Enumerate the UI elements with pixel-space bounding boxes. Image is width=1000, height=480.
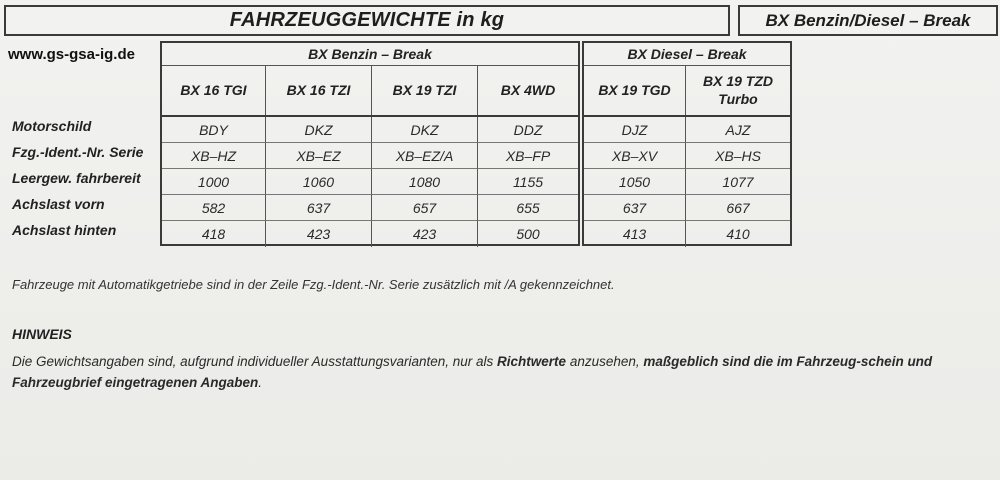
hinweis-text: Die Gewichtsangaben sind, aufgrund individueller Ausstattungsvarianten, nur als xyxy=(12,354,498,369)
table-cell: 637 xyxy=(266,195,372,221)
col-head-label: BX 4WD xyxy=(500,82,556,98)
table-cell: DDZ xyxy=(478,117,578,143)
table-cell: 500 xyxy=(516,226,540,242)
table-cell: 1060 xyxy=(266,169,372,195)
table-cell: XB–FP xyxy=(478,143,578,169)
hinweis-heading: HINWEIS xyxy=(12,326,72,342)
table-cell: XB–EZ xyxy=(266,143,372,169)
col-head-bx16tzi xyxy=(266,65,372,115)
title-box xyxy=(4,5,730,36)
col-head-label: BX 19 TZD xyxy=(702,73,773,89)
table-cell: 637 xyxy=(584,195,686,221)
table-cell: 1155 xyxy=(478,169,578,195)
row-label-motorschild: Motorschild xyxy=(12,118,92,134)
table-cell: 655 xyxy=(478,195,578,221)
row-label-leergewicht: Leergew. fahrbereit xyxy=(12,170,141,186)
col-head-label: BX 19 TGD xyxy=(598,82,671,98)
col-head-label: BX 16 TZI xyxy=(286,82,351,98)
table-cell: XB–XV xyxy=(584,143,686,169)
table-cell: AJZ xyxy=(686,117,790,143)
automatic-transmission-note: Fahrzeuge mit Automatikgetriebe sind in der Zeile Fzg.-Ident.-Nr. Serie zusätzlich mit /A gekennzeichnet. xyxy=(12,277,615,292)
table-cell: 1080 xyxy=(372,169,478,195)
table-cell: DJZ xyxy=(584,117,686,143)
row-label-achslast-vorn: Achslast vorn xyxy=(12,196,105,212)
table-cell: 423 xyxy=(372,221,478,247)
table-cell: DKZ xyxy=(372,117,478,143)
col-head-label: BX 16 TGI xyxy=(180,82,247,98)
table-cell: 1000 xyxy=(162,169,266,195)
table-cell: 1050 xyxy=(584,169,686,195)
table-cell: XB–EZ/A xyxy=(372,143,478,169)
col-head-bx19tzd-turbo xyxy=(686,65,790,115)
table-cell: 423 xyxy=(266,221,372,247)
benzin-table xyxy=(160,41,580,246)
table-cell: 410 xyxy=(726,226,750,242)
diesel-group-title: BX Diesel – Break xyxy=(584,43,790,66)
row-label-ident-nr: Fzg.-Ident.-Nr. Serie xyxy=(12,144,144,160)
model-title: BX Benzin/Diesel – Break xyxy=(765,10,971,30)
table-cell: BDY xyxy=(162,117,266,143)
model-title-box xyxy=(738,5,998,36)
table-cell: 667 xyxy=(686,195,790,221)
table-cell: 413 xyxy=(584,221,686,247)
hinweis-text: anzusehen, xyxy=(566,354,644,369)
page-title: FAHRZEUGGEWICHTE in kg xyxy=(229,9,505,31)
table-cell: DKZ xyxy=(266,117,372,143)
table-cell: 657 xyxy=(372,195,478,221)
col-head-label: BX 19 TZI xyxy=(392,82,457,98)
col-head-bx16tgi xyxy=(162,65,266,115)
table-cell: XB–HS xyxy=(686,143,790,169)
col-head-label-line2: Turbo xyxy=(718,91,758,107)
table-cell: XB–HZ xyxy=(162,143,266,169)
table-cell: 1077 xyxy=(686,169,790,195)
col-head-bx19tzi xyxy=(372,65,478,115)
hinweis-bold-massgeblich: maßgeblich sind die im Fahrzeug-schein und Fahrzeugbrief eingetragenen Angaben xyxy=(12,354,933,390)
website-watermark: www.gs-gsa-ig.de xyxy=(8,46,135,63)
hinweis-bold-richtwerte: Richtwerte xyxy=(497,354,567,369)
table-cell: 418 xyxy=(162,221,266,247)
hinweis-paragraph xyxy=(12,351,997,393)
row-label-achslast-hinten: Achslast hinten xyxy=(12,222,117,238)
col-head-bx4wd xyxy=(478,65,578,115)
col-head-bx19tgd xyxy=(584,65,686,115)
table-cell: 582 xyxy=(162,195,266,221)
hinweis-text: . xyxy=(258,375,263,390)
benzin-group-title: BX Benzin – Break xyxy=(162,43,578,66)
diesel-table xyxy=(582,41,792,246)
